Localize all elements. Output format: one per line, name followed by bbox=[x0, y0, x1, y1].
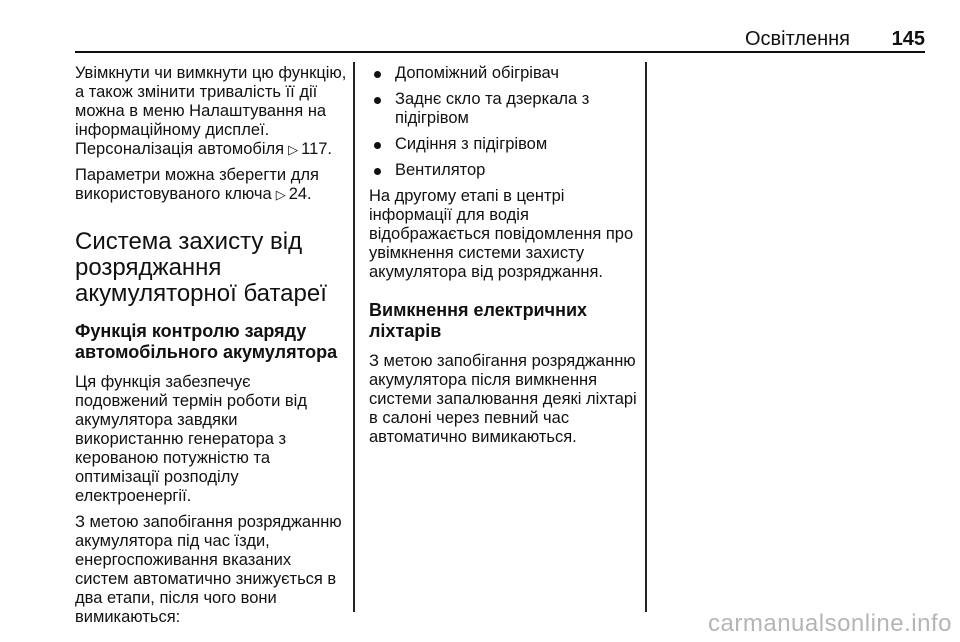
left-column bbox=[75, 64, 347, 627]
subsection-heading: Функція контролю заряду автомобільного акумулятора bbox=[75, 321, 338, 362]
paragraph bbox=[75, 166, 347, 204]
list-item-text: Допоміжний обігрівач bbox=[395, 64, 559, 82]
bullet-icon bbox=[374, 97, 381, 104]
list-item bbox=[369, 64, 641, 83]
page-header bbox=[75, 28, 925, 50]
paragraph-text: Параметри можна зберегти для використовуваного ключа bbox=[75, 166, 319, 203]
watermark: carmanualsonline.info bbox=[708, 610, 952, 637]
page-reference-icon: ▷ bbox=[288, 142, 299, 157]
list-item bbox=[369, 135, 641, 154]
paragraph-text: Увімкнути чи вимкнути цю функцію, а також змінити тривалість її дії можна в меню Налаштування на інформаційному дисплеї. Персоналізація автомобіля bbox=[75, 64, 347, 158]
column-divider bbox=[645, 62, 647, 612]
header-rule bbox=[75, 51, 925, 53]
page-reference: 117. bbox=[301, 140, 333, 158]
bullet-icon bbox=[374, 71, 381, 78]
list-item-text: Сидіння з підігрівом bbox=[395, 135, 548, 153]
paragraph: Ця функція забезпечує подовжений термін роботи від акумулятора завдяки використанню генератора з керованою потужністю та оптимізації розподілу електроенергії. bbox=[75, 373, 307, 505]
page-number: 145 bbox=[891, 28, 925, 50]
section-heading: Система захисту від розряджання акумуляторної батареї bbox=[75, 228, 327, 307]
bullet-icon bbox=[374, 142, 381, 149]
column-divider bbox=[353, 62, 355, 612]
subsection-heading: Вимкнення електричних ліхтарів bbox=[369, 300, 588, 341]
page-reference-icon: ▷ bbox=[275, 187, 286, 202]
page-reference: 24. bbox=[288, 185, 312, 203]
list-item-text: Вентилятор bbox=[395, 161, 486, 179]
middle-column bbox=[369, 64, 641, 447]
section-title: Освітлення bbox=[744, 28, 850, 50]
paragraph: На другому етапі в центрі інформації для водія відображається повідомлення про увімкнення системи захисту акумулятора від розряджання. bbox=[369, 187, 634, 281]
paragraph bbox=[75, 64, 347, 159]
bullet-list bbox=[369, 64, 641, 180]
bullet-icon bbox=[374, 168, 381, 175]
paragraph: З метою запобігання розряджанню акумулятора після вимкнення системи запалювання деякі ліхтарі в салоні через певний час автоматично вимикаються. bbox=[369, 352, 637, 446]
list-item bbox=[369, 90, 641, 128]
list-item-text: Заднє скло та дзеркала з підігрівом bbox=[395, 90, 590, 127]
paragraph: З метою запобігання розряджанню акумулятора під час їзди, енергоспоживання вказаних систем автоматично знижується в два етапи, після чого вони вимикаються: bbox=[75, 513, 342, 626]
list-item bbox=[369, 161, 641, 180]
